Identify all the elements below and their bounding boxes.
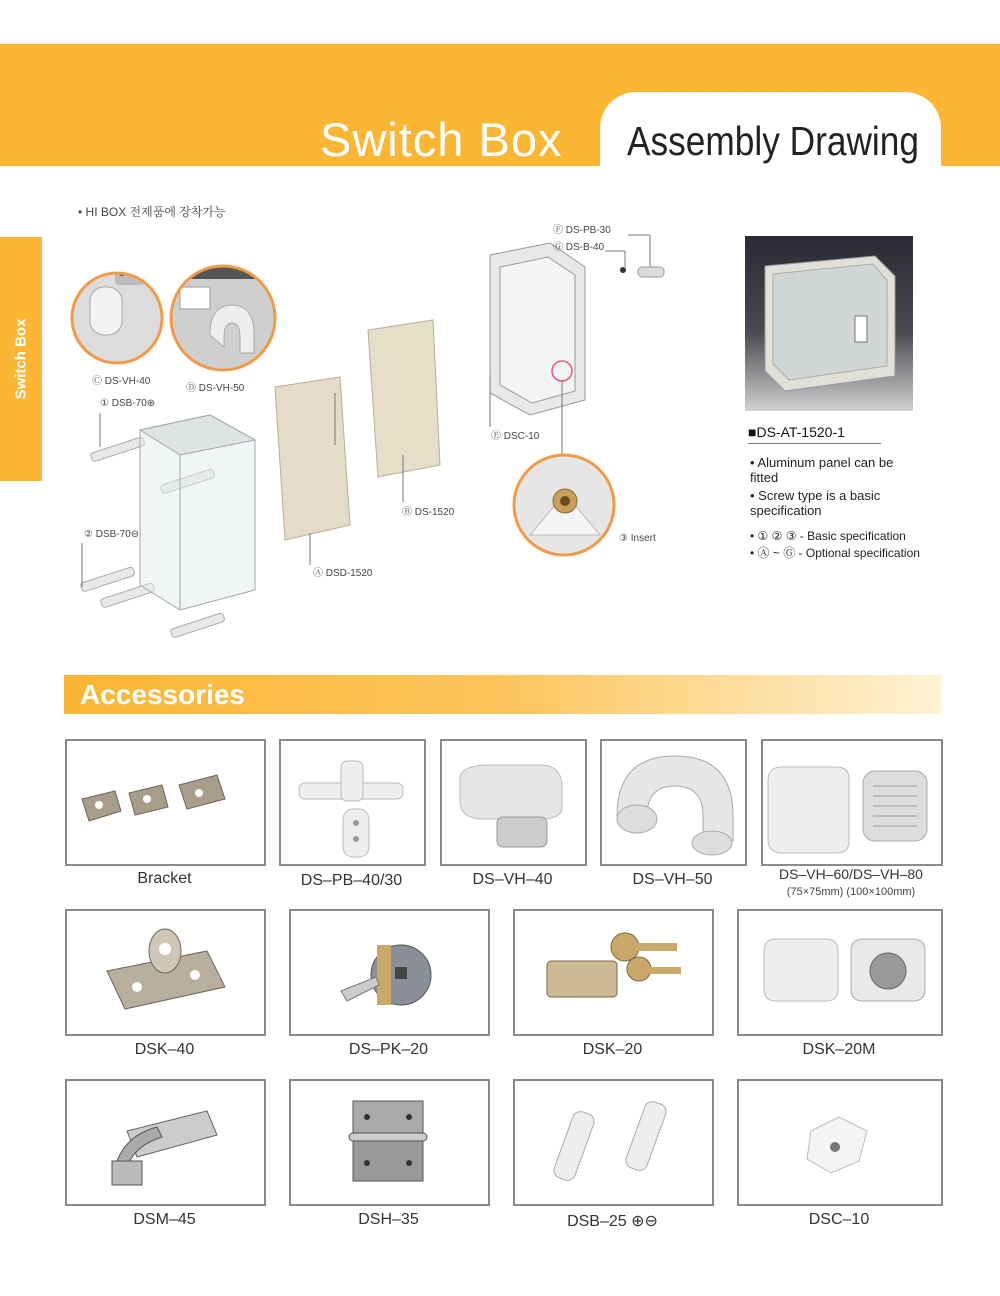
card-dsk-40 bbox=[65, 909, 266, 1036]
card-ds-vh-40 bbox=[440, 739, 587, 866]
label-ds-vh-60-80: DS–VH–60/DS–VH–80 bbox=[779, 866, 923, 882]
key-lock-icon bbox=[515, 911, 712, 1034]
compatibility-note: • HI BOX 전제품에 장착가능 bbox=[78, 205, 226, 219]
product-model: ■DS-AT-1520-1 bbox=[748, 424, 845, 440]
part-label-dsb-70-minus: ② DSB-70⊖ bbox=[84, 529, 140, 540]
panel-bracket-icon bbox=[281, 741, 424, 864]
label-dsk-20: DSK–20 bbox=[582, 1041, 643, 1058]
page-subtitle: Assembly Drawing bbox=[627, 118, 919, 164]
part-label-dsd-1520: Ⓐ DSD-1520 bbox=[313, 568, 373, 579]
feature-2: • Screw type is a basic specification bbox=[750, 488, 881, 518]
card-dsh-35 bbox=[289, 1079, 490, 1206]
label-ds-pb: DS–PB–40/30 bbox=[300, 872, 403, 889]
product-specs bbox=[750, 529, 920, 561]
label-dsc-10: DSC–10 bbox=[808, 1211, 870, 1228]
label-dsk-20m: DSK–20M bbox=[802, 1041, 876, 1058]
label-ds-vh-50: DS–VH–50 bbox=[632, 871, 713, 888]
lock-cover-icon bbox=[739, 911, 941, 1034]
card-dsc-10 bbox=[737, 1079, 943, 1206]
label-plate-icon bbox=[855, 316, 867, 342]
label-dsh-35: DSH–35 bbox=[358, 1211, 419, 1228]
card-dsk-20 bbox=[513, 909, 714, 1036]
card-ds-vh-50 bbox=[600, 739, 747, 866]
card-ds-pk-20 bbox=[289, 909, 490, 1036]
part-label-ds-b-40: Ⓖ DS-B-40 bbox=[553, 242, 605, 253]
product-photo bbox=[745, 236, 913, 411]
feature-1: • Aluminum panel can be fitted bbox=[750, 455, 894, 485]
label-ds-pk-20: DS–PK–20 bbox=[348, 1041, 429, 1058]
card-ds-pb bbox=[279, 739, 426, 866]
part-label-ds-vh-40: Ⓒ DS-VH-40 bbox=[92, 376, 151, 387]
hasp-icon bbox=[67, 911, 264, 1034]
side-tab-label: Switch Box bbox=[12, 318, 30, 400]
part-label-dsb-70-plus: ① DSB-70⊕ bbox=[100, 398, 156, 409]
insert-cube-icon bbox=[739, 1081, 941, 1204]
label-ds-vh-60-80-sizes: (75×75mm) (100×100mm) bbox=[786, 886, 916, 898]
screw-icon bbox=[515, 1081, 712, 1204]
product-features bbox=[750, 455, 918, 518]
spec-basic: • ① ② ③ - Basic specification bbox=[750, 529, 906, 543]
part-label-ds-1520: Ⓑ DS-1520 bbox=[402, 507, 455, 518]
label-bracket: Bracket bbox=[137, 870, 192, 887]
bracket-icon bbox=[67, 741, 264, 864]
card-dsk-20m bbox=[737, 909, 943, 1036]
spec-optional: • Ⓐ ~ Ⓖ - Optional specification bbox=[750, 546, 920, 560]
part-label-ds-pb-30: Ⓕ DS-PB-30 bbox=[553, 225, 611, 236]
latch-icon bbox=[67, 1081, 264, 1204]
vent-panel-icon bbox=[763, 741, 941, 864]
part-label-ds-vh-50: Ⓓ DS-VH-50 bbox=[186, 383, 245, 394]
label-dsm-45: DSM–45 bbox=[133, 1211, 196, 1228]
label-ds-vh-40: DS–VH–40 bbox=[472, 871, 553, 888]
label-dsk-40: DSK–40 bbox=[134, 1041, 195, 1058]
part-label-dsc-10: Ⓔ DSC-10 bbox=[491, 431, 540, 442]
assembly-illustration bbox=[60, 215, 740, 655]
part-label-insert: ③ Insert bbox=[619, 533, 656, 544]
card-bracket bbox=[65, 739, 266, 866]
accessories-title: Accessories bbox=[80, 679, 246, 710]
model-underline bbox=[748, 443, 881, 444]
vent-cap-icon bbox=[442, 741, 585, 864]
assembly-drawing bbox=[60, 215, 740, 655]
card-dsm-45 bbox=[65, 1079, 266, 1206]
card-ds-vh-60-80 bbox=[761, 739, 943, 866]
cam-lock-icon bbox=[291, 911, 488, 1034]
page-title: Switch Box bbox=[320, 113, 563, 166]
hinge-icon bbox=[291, 1081, 488, 1204]
card-dsb-25 bbox=[513, 1079, 714, 1206]
vent-elbow-icon bbox=[602, 741, 745, 864]
label-dsb-25: DSB–25 ⊕⊖ bbox=[567, 1213, 658, 1230]
